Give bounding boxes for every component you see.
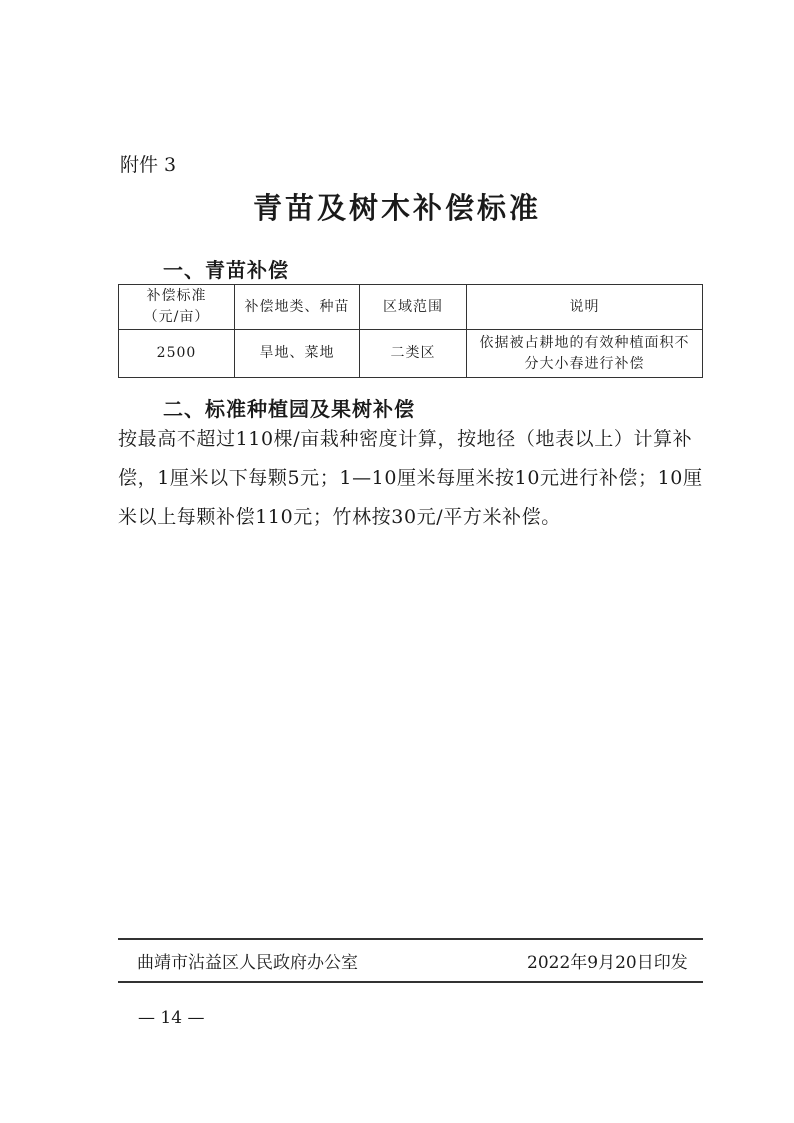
cell-region: 二类区 [360,330,467,378]
section-heading-orchards: 二、标准种植园及果树补偿 [163,397,415,421]
cell-land-type: 旱地、菜地 [235,330,360,378]
document-title: 青苗及树木补偿标准 [252,191,541,225]
header-cell-region: 区域范围 [360,285,467,330]
page-number: — 14 — [138,1008,205,1028]
issuing-office: 曲靖市沾益区人民政府办公室 [137,953,358,973]
issue-date: 2022年9月20日印发 [527,953,688,973]
header-cell-land-type: 补偿地类、种苗 [235,285,360,330]
header-cell-notes: 说明 [467,285,703,330]
table-header-row [119,285,703,330]
table-row [119,330,703,378]
compensation-table [118,284,703,378]
cell-notes: 依据被占耕地的有效种植面积不 分大小春进行补偿 [467,330,703,378]
footer-bottom-rule [118,981,703,983]
cell-standard: 2500 [119,330,235,378]
footer-top-rule [118,938,703,940]
orchard-compensation-paragraph: 按最高不超过110棵/亩栽种密度计算，按地径（地表以上）计算补偿，1厘米以下每颗5元；1—10厘米每厘米按10元进行补偿；10厘米以上每颗补偿110元；竹林按30元/平方米补偿。 [118,428,703,528]
header-cell-standard: 补偿标准 （元/亩） [119,285,235,330]
section-heading-seedlings: 一、青苗补偿 [163,258,289,282]
annex-label: 附件 3 [120,154,177,176]
